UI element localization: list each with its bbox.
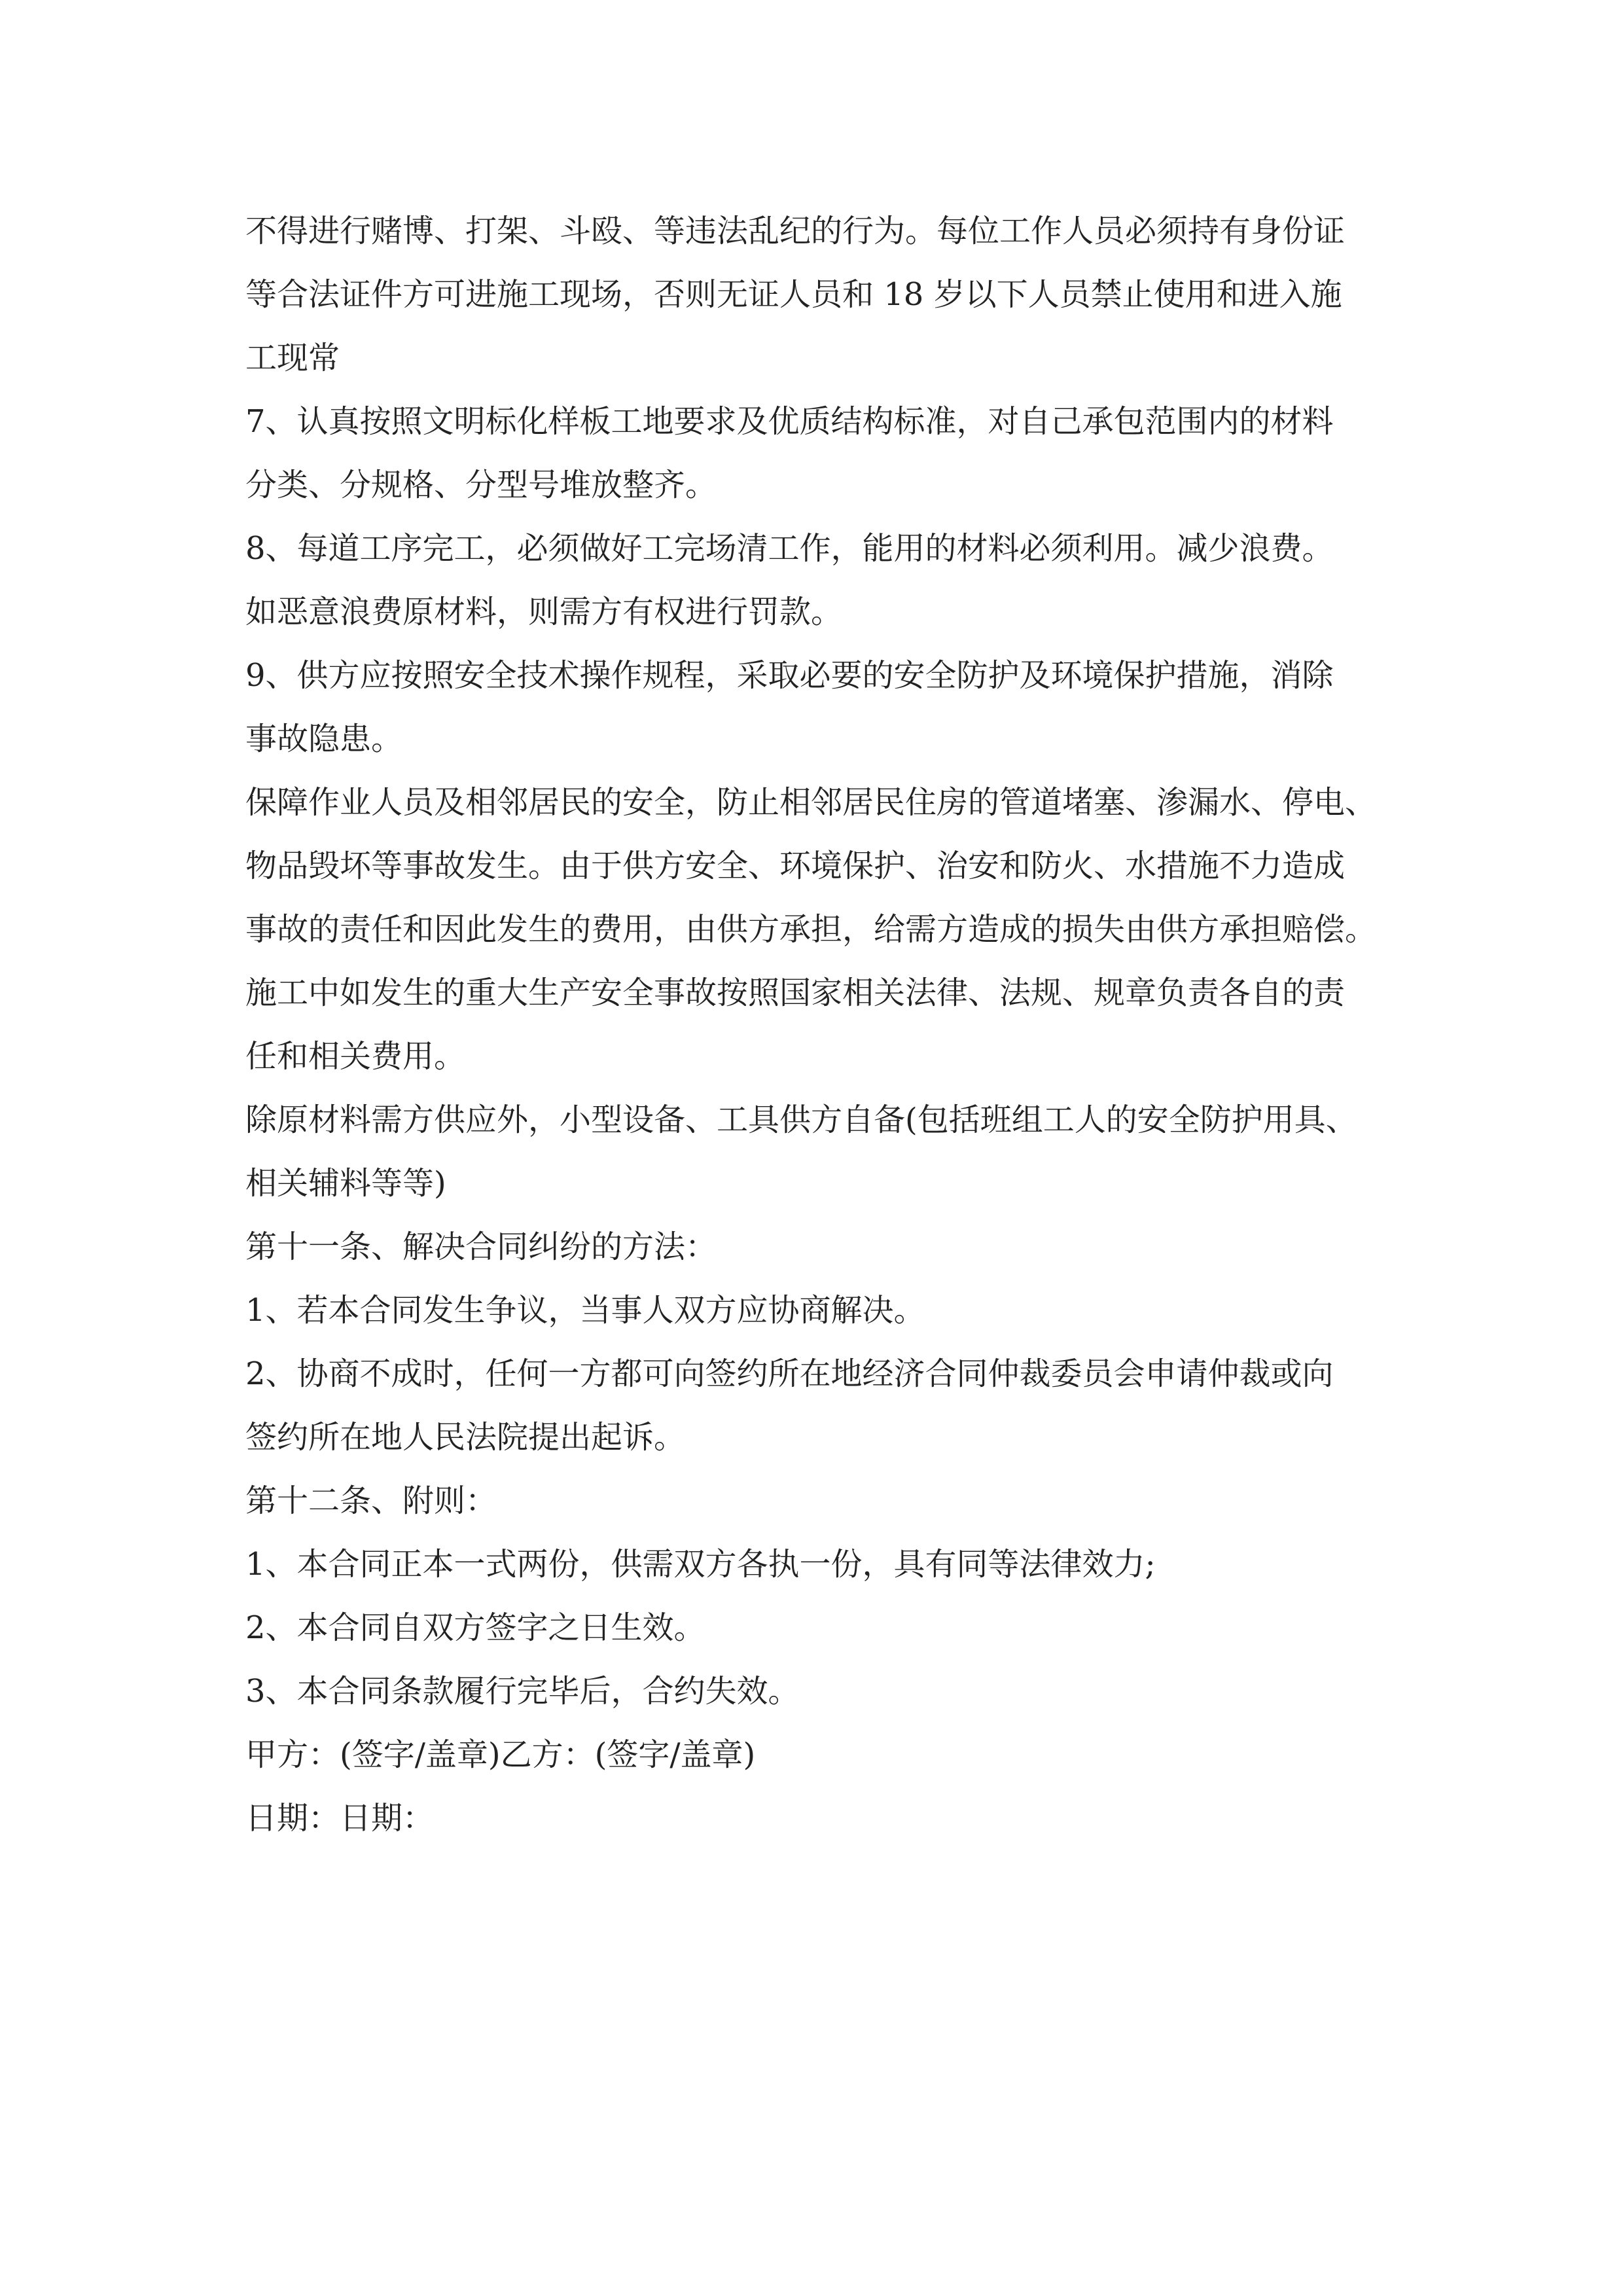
paragraph-line: 保障作业人员及相邻居民的安全，防止相邻居民住房的管道堵塞、渗漏水、停电、 (245, 784, 1377, 821)
document-paragraph (245, 1279, 1404, 1342)
paragraph-line: 2、本合同自双方签字之日生效。 (245, 1609, 705, 1646)
paragraph-line: 2、协商不成时，任何一方都可向签约所在地经济合同仲裁委员会申请仲裁或向 (245, 1355, 1334, 1392)
document-paragraph (245, 1088, 1404, 1215)
paragraph-line: 甲方：(签字/盖章)乙方：(签字/盖章) (245, 1736, 756, 1773)
document-paragraph (245, 1533, 1404, 1596)
paragraph-line: 第十一条、解决合同纠纷的方法： (245, 1229, 717, 1265)
document-paragraph (245, 1723, 1404, 1787)
document-body (245, 200, 1404, 1850)
paragraph-line: 9、供方应按照安全技术操作规程，采取必要的安全防护及环境保护措施，消除 (245, 657, 1334, 694)
document-paragraph (245, 644, 1404, 771)
paragraph-line: 任和相关费用。 (245, 1038, 466, 1075)
document-paragraph (245, 1660, 1404, 1723)
paragraph-line: 如恶意浪费原材料，则需方有权进行罚款。 (245, 594, 843, 630)
paragraph-line: 签约所在地人民法院提出起诉。 (245, 1419, 686, 1456)
paragraph-line: 除原材料需方供应外，小型设备、工具供方自备(包括班组工人的安全防护用具、 (245, 1102, 1357, 1138)
document-paragraph (245, 1787, 1404, 1850)
paragraph-line: 不得进行赌博、打架、斗殴、等违法乱纪的行为。每位工作人员必须持有身份证 (245, 213, 1346, 249)
paragraph-line: 相关辅料等等) (245, 1165, 446, 1202)
paragraph-line: 施工中如发生的重大生产安全事故按照国家相关法律、法规、规章负责各自的责 (245, 975, 1346, 1011)
document-paragraph (245, 517, 1404, 644)
paragraph-line: 1、若本合同发生争议，当事人双方应协商解决。 (245, 1292, 925, 1329)
paragraph-line: 物品毁坏等事故发生。由于供方安全、环境保护、治安和防火、水措施不力造成 (245, 848, 1346, 884)
paragraph-line: 1、本合同正本一式两份，供需双方各执一份，具有同等法律效力; (245, 1546, 1156, 1583)
paragraph-line: 日期：日期： (245, 1800, 435, 1837)
document-paragraph (245, 1342, 1404, 1469)
paragraph-line: 事故隐患。 (245, 721, 403, 757)
document-paragraph (245, 1215, 1404, 1279)
paragraph-line: 事故的责任和因此发生的费用，由供方承担，给需方造成的损失由供方承担赔偿。 (245, 911, 1377, 948)
paragraph-line: 等合法证件方可进施工现场，否则无证人员和 18 岁以下人员禁止使用和进入施 (245, 276, 1342, 313)
document-paragraph (245, 200, 1404, 390)
paragraph-line: 分类、分规格、分型号堆放整齐。 (245, 467, 717, 503)
paragraph-line: 7、认真按照文明标化样板工地要求及优质结构标准，对自己承包范围内的材料 (245, 403, 1334, 440)
paragraph-line: 工现常 (245, 340, 340, 376)
paragraph-line: 3、本合同条款履行完毕后，合约失效。 (245, 1673, 800, 1710)
paragraph-line: 8、每道工序完工，必须做好工完场清工作，能用的材料必须利用。减少浪费。 (245, 530, 1334, 567)
document-paragraph (245, 1469, 1404, 1533)
document-paragraph (245, 771, 1404, 1088)
paragraph-line: 第十二条、附则： (245, 1482, 497, 1519)
document-paragraph (245, 390, 1404, 517)
document-paragraph (245, 1596, 1404, 1660)
